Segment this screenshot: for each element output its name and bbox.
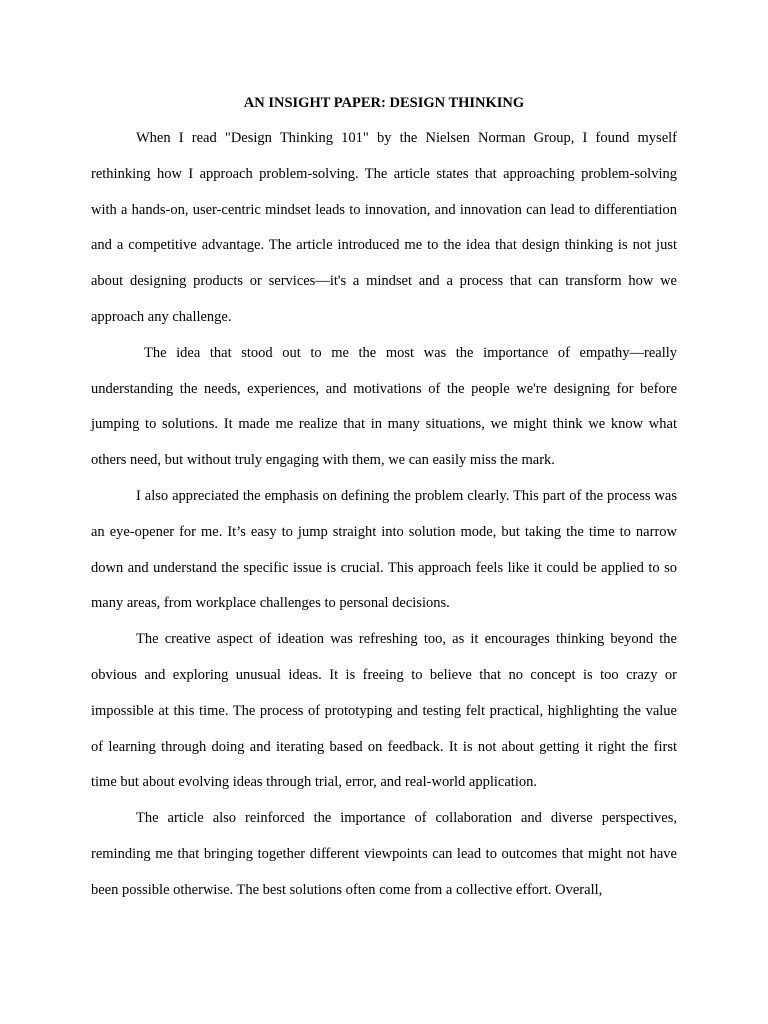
document-title: AN INSIGHT PAPER: DESIGN THINKING (243, 95, 525, 111)
paragraph-intro: When I read "Design Thinking 101" by the Nielsen Norman Group, I found myself rethinking how I approach problem-solving. The article states that approaching problem-solving with a hands-on, user-centric mindset leads to innovation, and innovation can lead to differentiation and a competitive advantage. The article introduced me to the idea that design thinking is not just about designing products or services—it's a mindset and a process that can transform how we approach any challenge. (91, 130, 677, 325)
paragraph-collaboration: The article also reinforced the importance of collaboration and diverse perspectives, reminding me that bringing together different viewpoints can lead to outcomes that might not have been possible otherwise. The best solutions often come from a collective effort. Overall, (91, 810, 677, 898)
paragraph-ideation: The creative aspect of ideation was refreshing too, as it encourages thinking beyond the obvious and exploring unusual ideas. It is freeing to believe that no concept is too crazy or impossible at this time. The process of prototyping and testing felt practical, highlighting the value of learning through doing and iterating based on feedback. It is not about getting it right the first time but about evolving ideas through trial, error, and real-world application. (91, 631, 677, 791)
paragraph-define: I also appreciated the emphasis on defining the problem clearly. This part of the process was an eye-opener for me. It’s easy to jump straight into solution mode, but taking the time to narrow down and understand the specific issue is crucial. This approach feels like it could be applied to so many areas, from workplace challenges to personal decisions. (91, 487, 677, 612)
paragraph-empathy: The idea that stood out to me the most was the importance of empathy—really understanding the needs, experiences, and motivations of the people we're designing for before jumping to solutions. It made me realize that in many situations, we might think we know what others need, but without truly engaging with them, we can easily miss the mark. (91, 344, 677, 469)
document-body (91, 93, 677, 909)
